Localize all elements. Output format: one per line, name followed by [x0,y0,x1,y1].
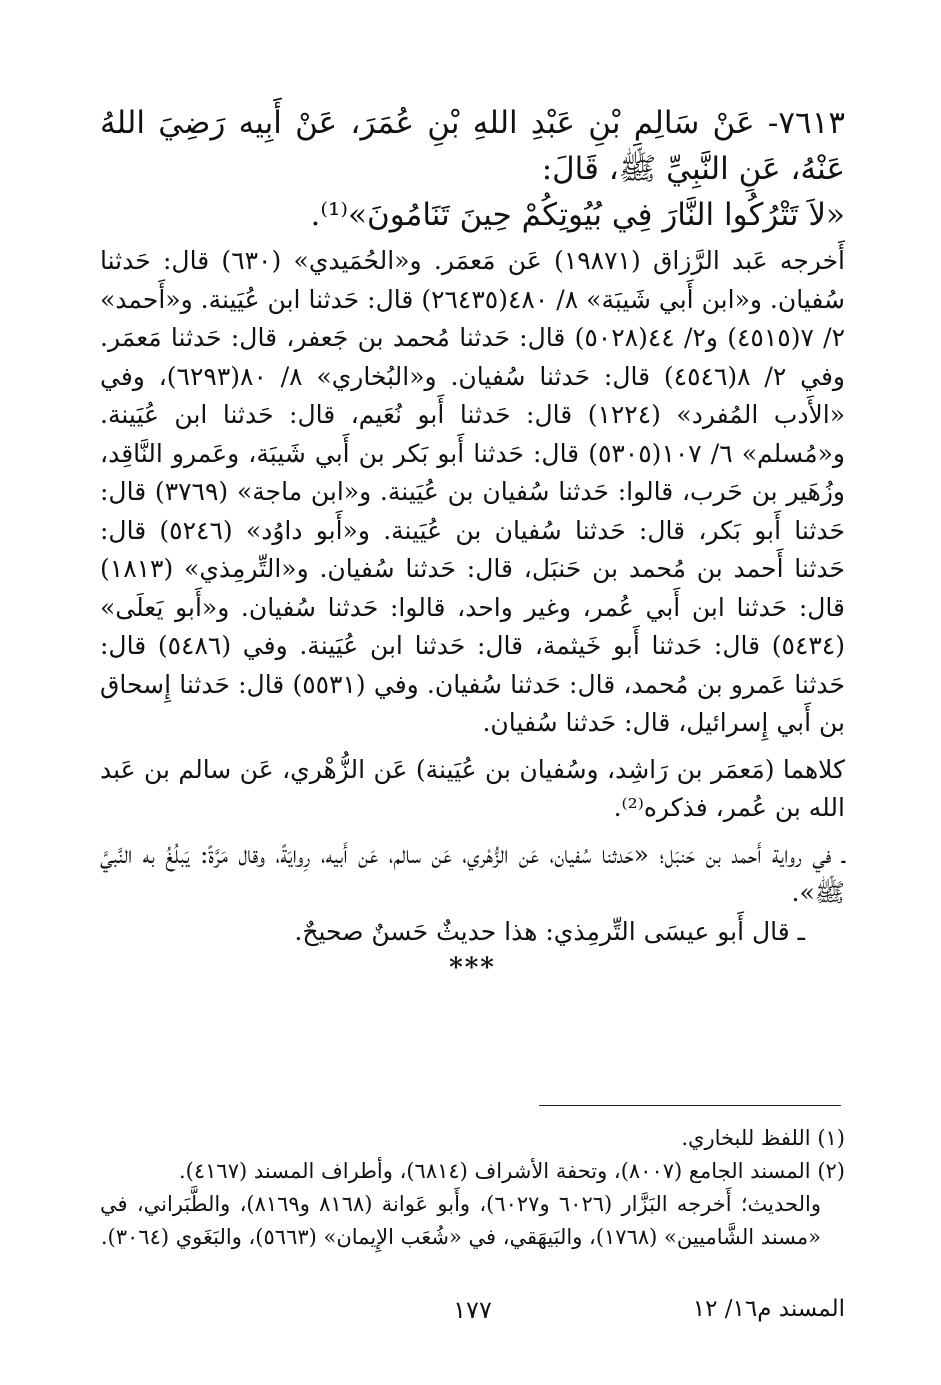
footnote-2: (٢) المسند الجامع (٨٠٠٧)، وتحفة الأشراف (٦٨١٤)، وأطراف المسند (٤١٦٧). [179,1159,845,1183]
takhrij-paragraph: أَخرجه عَبد الرَّزاق (١٩٨٧١) عَن مَعمَر. و«الحُمَيدي» (٦٣٠) قال: حَدثنا سُفيان. و«ابن أَبي شَيبَة» ٨/ ٤٨٠(٢٦٤٣٥) قال: حَدثنا ابن عُيَينة. و«أَحمد» ٢/ ٧(٤٥١٥) و٢/ ٤٤(٥٠٢٨) قال: حَدثنا مُحمد بن جَعفر، قال: حَدثنا مَعمَر. وفي ٢/ ٨(٤٥٤٦) قال: حَدثنا سُفيان. و«البُخاري» ٨/ ٨٠(٦٢٩٣)، وفي «الأَدب المُفرد» (١٢٢٤) قال: حَدثنا أَبو نُعَيم، قال: حَدثنا ابن عُيَينة. و«مُسلم» ٦/ ١٠٧(٥٣٠٥) قال: حَدثنا أَبو بَكر بن أَبي شَيبَة، وعَمرو النَّاقِد، وزُهَير بن حَرب، قالوا: حَدثنا سُفيان بن عُيَينة. و«ابن ماجة» (٣٧٦٩) قال: حَدثنا أَبو بَكر، قال: حَدثنا سُفيان بن عُيَينة. و«أَبو داوُد» (٥٢٤٦) قال: حَدثنا أَحمد بن مُحمد بن حَنبَل، قال: حَدثنا سُفيان. و«التِّرمِذي» (١٨١٣) قال: حَدثنا ابن أَبي عُمر، وغير واحد، قالوا: حَدثنا سُفيان. و«أَبو يَعلَى» (٥٤٣٤) قال: حَدثنا أَبو خَيثمة، قال: حَدثنا ابن عُيَينة. وفي (٥٤٨٦) قال: حَدثنا عَمرو بن مُحمد، قال: حَدثنا سُفيان. وفي (٥٥٣١) قال: حَدثنا إِسحاق بن أَبي إِسرائيل، قال: حَدثنا سُفيان. [100,246,846,737]
section-separator: *** [449,953,496,983]
hadith-header: ٧٦١٣- عَنْ سَالِمِ بْنِ عَبْدِ اللهِ بْنِ عُمَرَ، عَنْ أَبِيه رَضِيَ اللهُ عَنْهُ، عَنِ النَّبِيِّ ﷺ، قَالَ: [100,105,845,187]
isnad-summary-paragraph: كلاهما (مَعمَر بن رَاشِد، وسُفيان بن عُيَينة) عَن الزُّهْري، عَن سالم بن عَبد الله بن عُمر، فذكره⁽²⁾. [100,754,845,822]
footnote-divider [539,1105,841,1106]
volume-reference: المسند م١٦/ ١٢ [692,1296,845,1322]
hadith-text: «لاَ تَتْرُكُوا النَّارَ فِي بُيُوتِكُمْ حِينَ تَنَامُونَ»⁽¹⁾. [310,197,845,233]
footnote-2-continued: والحديث؛ أَخرجه البَزَّار (٦٠٢٦ و٦٠٢٧)، وأَبو عَوانة (٨١٦٨ و٨١٦٩)، والطَّبَراني، في «مسند الشَّاميين» (١٧٦٨)، والبَيهَقي، في «شُعَب الإِيمان» (٥٦٦٣)، والبَغَوي (٣٠٦٤). [100,1192,821,1249]
note-tirmidhi: ـ قال أَبو عيسَى التِّرمِذي: هذا حديثٌ حَسنٌ صحيحٌ. [294,916,805,946]
page-number: ١٧٧ [453,1296,492,1324]
page-body [100,100,845,983]
note-ahmad: ـ في رواية أَحمد بن حَنبَل؛ «حَدثنا سُفيان، عَن الزُّهْري، عَن سالم، عَن أَبيه، رِوايَةً، وقال مَرَّةً: يَبلُغُ به النَّبيَّ ﷺ». [100,839,845,907]
footnote-1: (١) اللفظ للبخاري. [681,1126,845,1150]
footnotes [100,1122,845,1254]
